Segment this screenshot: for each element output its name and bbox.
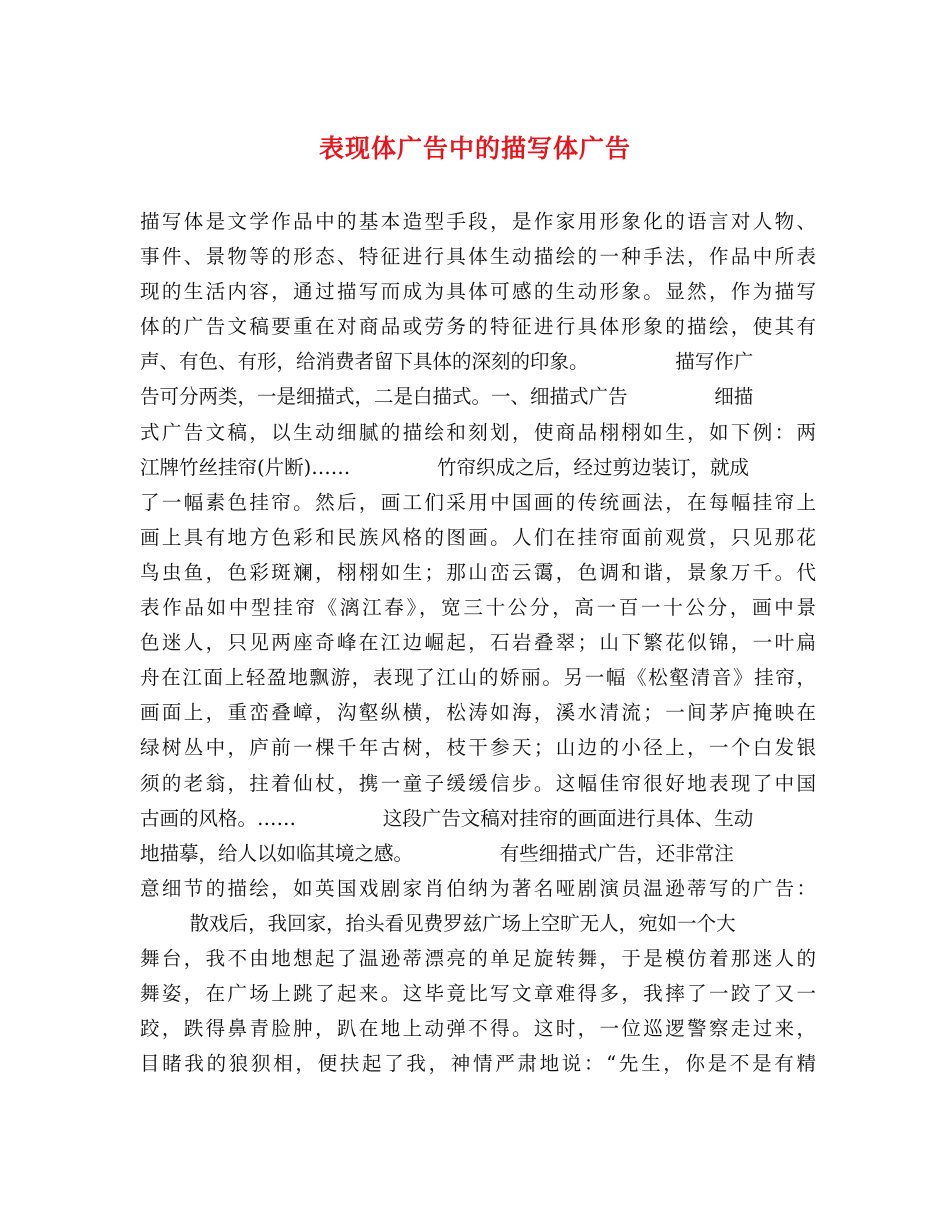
body-line: 意细节的描绘，如英国戏剧家肖伯纳为著名哑剧演员温逊蒂写的广告：	[140, 876, 816, 900]
body-line: 鸟虫鱼，色彩斑斓，栩栩如生；那山峦云霭，色调和谐，景象万千。代	[140, 560, 816, 584]
body-line: 声、有色、有形，给消费者留下具体的深刻的印象。 描写作广	[140, 350, 754, 374]
document-body	[140, 204, 816, 1081]
document-title: 表现体广告中的描写体广告	[318, 134, 631, 163]
body-line: 式广告文稿，以生动细腻的描绘和刻划，使商品栩栩如生，如下例：两	[140, 420, 816, 444]
body-line: 了一幅素色挂帘。然后，画工们采用中国画的传统画法，在每幅挂帘上	[140, 490, 816, 514]
body-line: 告可分两类，一是细描式，二是白描式。一、细描式广告 细描	[140, 385, 754, 409]
body-line: 须的老翁，拄着仙杖，携一童子缓缓信步。这幅佳帘很好地表现了中国	[140, 771, 816, 795]
body-line: 舞姿，在广场上跳了起来。这毕竟比写文章难得多，我摔了一跤了又一	[140, 982, 816, 1006]
body-line: 画面上，重峦叠嶂，沟壑纵横，松涛如海，溪水清流；一间茅庐掩映在	[140, 701, 816, 725]
body-line: 江牌竹丝挂帘(片断)…… 竹帘织成之后，经过剪边装订，就成	[140, 455, 749, 479]
body-line: 舟在江面上轻盈地飘游，表现了江山的娇丽。另一幅《松壑清音》挂帘，	[140, 666, 816, 690]
body-line: 体的广告文稿要重在对商品或劳务的特征进行具体形象的描绘，使其有	[140, 315, 816, 339]
body-line: 描写体是文学作品中的基本造型手段，是作家用形象化的语言对人物、	[140, 210, 816, 233]
body-line: 散戏后，我回家，抬头看见费罗兹广场上空旷无人，宛如一个大	[140, 911, 736, 935]
body-line: 色迷人，只见两座奇峰在江边崛起，石岩叠翠；山下繁花似锦，一叶扁	[140, 631, 816, 655]
body-line: 目睹我的狼狈相，便扶起了我，神情严肃地说：“先生，你是不是有精	[140, 1052, 816, 1076]
body-line: 画上具有地方色彩和民族风格的图画。人们在挂帘面前观赏，只见那花	[140, 525, 816, 549]
body-line: 地描摹，给人以如临其境之感。 有些细描式广告，还非常注	[140, 841, 734, 865]
body-line: 表作品如中型挂帘《漓江春》，宽三十公分，高一百一十公分，画中景	[140, 596, 816, 620]
body-line: 舞台，我不由地想起了温逊蒂漂亮的单足旋转舞，于是模仿着那迷人的	[140, 946, 816, 970]
body-line: 事件、景物等的形态、特征进行具体生动描绘的一种手法，作品中所表	[140, 245, 816, 269]
body-line: 古画的风格。…… 这段广告文稿对挂帘的画面进行具体、生动	[140, 806, 754, 830]
body-line: 绿树丛中，庐前一棵千年古树，枝干参天；山边的小径上，一个白发银	[140, 736, 816, 760]
body-line: 现的生活内容，通过描写而成为具体可感的生动形象。显然，作为描写	[140, 280, 816, 304]
body-line: 跤，跌得鼻青脸肿，趴在地上动弹不得。这时，一位巡逻警察走过来，	[140, 1017, 816, 1041]
